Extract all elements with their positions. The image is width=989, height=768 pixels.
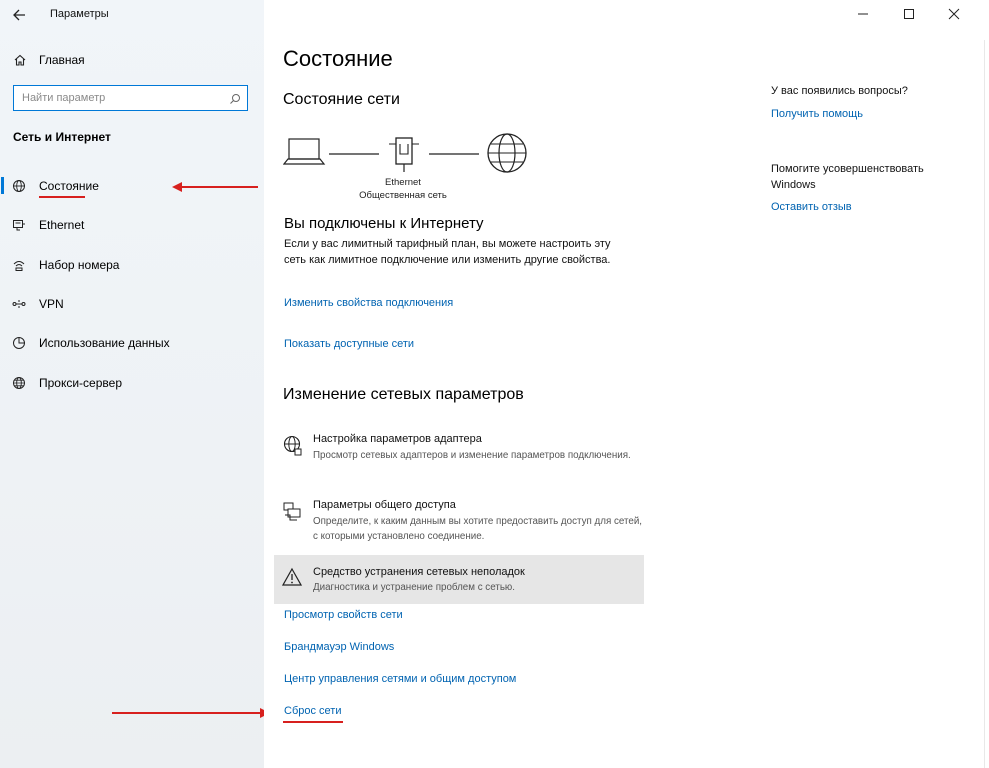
sidebar-item-proxy[interactable] xyxy=(0,368,264,398)
home-icon xyxy=(13,53,27,67)
sidebar-item-ethernet[interactable] xyxy=(0,210,264,240)
troubleshooter-title: Средство устранения сетевых неполадок xyxy=(313,566,525,578)
adapter-settings[interactable] xyxy=(274,433,644,479)
network-reset-link[interactable]: Сброс сети xyxy=(284,705,342,717)
connected-text: Если у вас лимитный тарифный план, вы можете настроить эту сеть как лимитное подключение или изменить другие свойства. xyxy=(284,238,611,266)
sidebar-item-label: Набор номера xyxy=(39,258,120,272)
globe-icon xyxy=(12,376,26,390)
network-type-label: Общественная сеть xyxy=(359,190,447,201)
view-network-properties-link[interactable]: Просмотр свойств сети xyxy=(284,609,403,621)
vpn-icon xyxy=(12,297,26,311)
adapter-label: Ethernet xyxy=(385,177,421,188)
search-box[interactable] xyxy=(13,85,248,111)
sharing-settings-desc: Определите, к каким данным вы хотите предоставить доступ для сетей, с которыми установлено соединение. xyxy=(313,516,643,542)
give-feedback-link[interactable]: Оставить отзыв xyxy=(771,201,852,213)
annotation-arrow-status xyxy=(170,180,260,194)
home-label: Главная xyxy=(39,53,85,67)
dialup-icon xyxy=(12,258,26,272)
network-diagram-graphic xyxy=(283,132,543,178)
sharing-settings[interactable] xyxy=(274,499,644,545)
network-troubleshooter[interactable] xyxy=(274,555,644,604)
sidebar-item-label: Состояние xyxy=(39,179,99,193)
sidebar-item-label: VPN xyxy=(39,297,64,311)
search-input[interactable] xyxy=(22,89,222,107)
data-usage-icon xyxy=(12,336,26,350)
sidebar-item-label: Ethernet xyxy=(39,218,85,232)
page-title: Состояние xyxy=(283,46,393,71)
troubleshooter-desc: Диагностика и устранение проблем с сетью. xyxy=(313,582,515,593)
maximize-icon[interactable] xyxy=(901,6,917,22)
adapter-globe-icon xyxy=(282,435,302,457)
sidebar-item-data-usage[interactable] xyxy=(0,328,264,358)
change-connection-properties-link[interactable]: Изменить свойства подключения xyxy=(284,297,454,309)
show-available-networks-link[interactable]: Показать доступные сети xyxy=(284,338,415,350)
adapter-settings-title: Настройка параметров адаптера xyxy=(313,433,482,445)
sharing-settings-title: Параметры общего доступа xyxy=(313,499,456,511)
help-question: У вас появились вопросы? xyxy=(771,85,908,97)
network-status-title: Состояние сети xyxy=(283,91,400,108)
sidebar xyxy=(0,0,264,768)
back-button[interactable] xyxy=(8,4,32,26)
annotation-underline-status xyxy=(39,196,85,198)
window-controls xyxy=(849,0,989,28)
network-sharing-center-link[interactable]: Центр управления сетями и общим доступом xyxy=(284,673,517,685)
annotation-underline-reset xyxy=(283,721,343,723)
globe-status-icon xyxy=(12,179,26,193)
search-icon[interactable] xyxy=(229,93,241,105)
minimize-icon[interactable] xyxy=(855,6,871,22)
sidebar-item-label: Использование данных xyxy=(39,336,170,350)
ethernet-icon xyxy=(12,218,26,232)
network-diagram xyxy=(283,132,543,202)
windows-firewall-link[interactable]: Брандмауэр Windows xyxy=(284,641,395,653)
sidebar-item-label: Прокси-сервер xyxy=(39,376,122,390)
back-arrow-icon xyxy=(8,4,32,26)
connected-title: Вы подключены к Интернету xyxy=(284,215,484,232)
sharing-icon xyxy=(282,501,302,523)
main-panel xyxy=(264,0,989,768)
improve-windows-text: Помогите усовершенствовать Windows xyxy=(771,163,924,191)
sidebar-home[interactable] xyxy=(0,49,264,71)
sidebar-item-dialup[interactable] xyxy=(0,250,264,280)
warning-icon xyxy=(282,567,302,589)
ethernet-adapter-icon xyxy=(389,138,419,172)
sidebar-item-vpn[interactable] xyxy=(0,289,264,319)
close-icon[interactable] xyxy=(946,6,962,22)
app-title: Параметры xyxy=(50,8,109,20)
scroll-track xyxy=(984,40,985,768)
change-settings-title: Изменение сетевых параметров xyxy=(283,386,524,403)
section-title: Сеть и Интернет xyxy=(13,130,111,144)
get-help-link[interactable]: Получить помощь xyxy=(771,108,863,120)
internet-globe-icon xyxy=(488,134,526,172)
laptop-icon xyxy=(284,139,324,164)
titlebar-left xyxy=(0,0,264,30)
adapter-settings-desc: Просмотр сетевых адаптеров и изменение параметров подключения. xyxy=(313,450,631,461)
annotation-arrow-reset xyxy=(110,706,272,720)
active-indicator xyxy=(1,177,4,194)
